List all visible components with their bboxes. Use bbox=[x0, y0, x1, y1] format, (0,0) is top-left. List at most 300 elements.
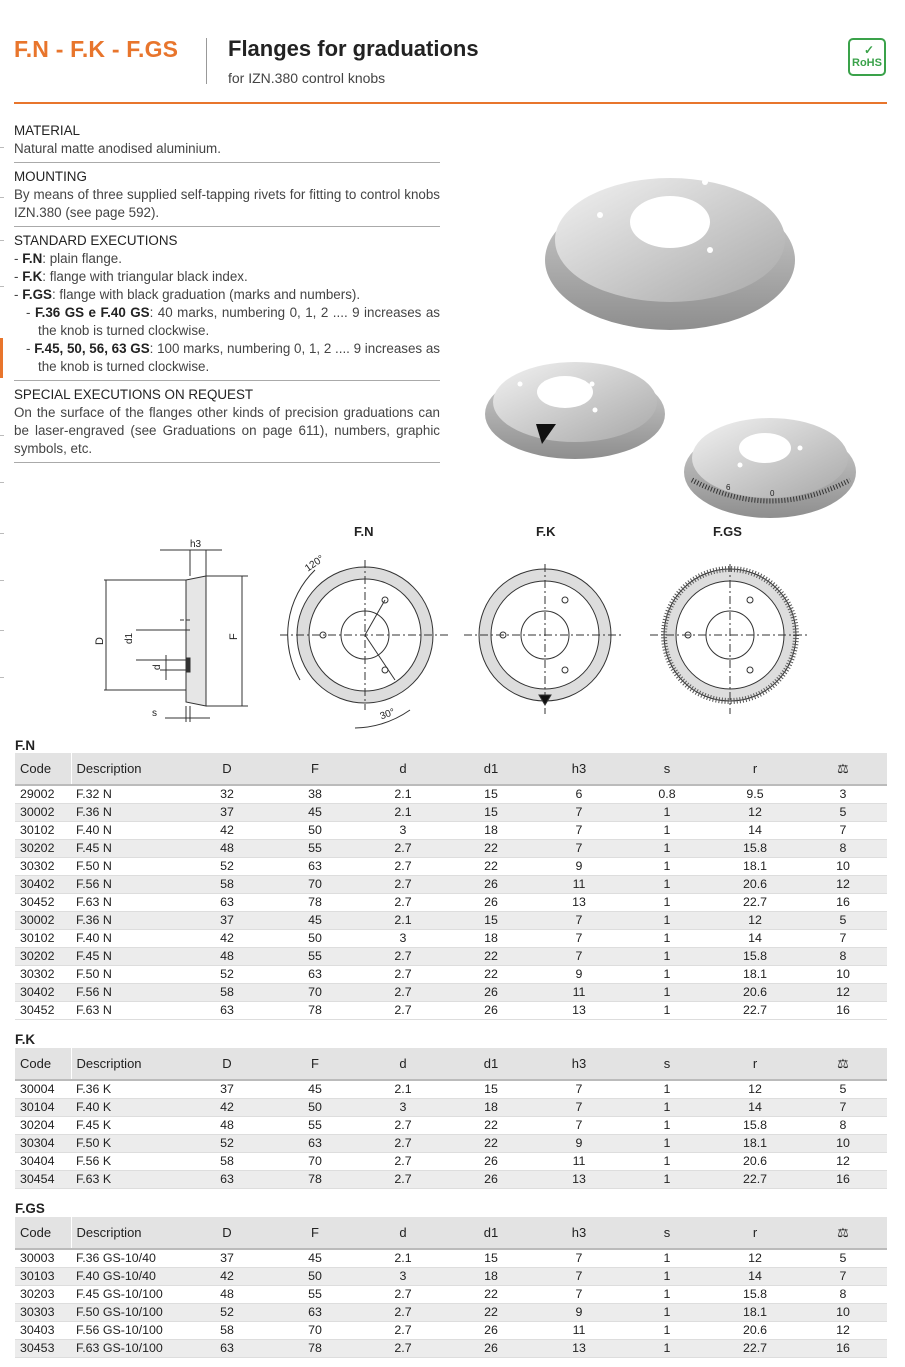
table-cell: F.32 N bbox=[71, 785, 183, 803]
table-cell: 22 bbox=[447, 965, 535, 983]
table-cell: 2.1 bbox=[359, 911, 447, 929]
table-cell: 30403 bbox=[15, 1321, 71, 1339]
check-icon: ✓ bbox=[864, 43, 875, 57]
table-cell: 22 bbox=[447, 857, 535, 875]
fgs-drawing bbox=[650, 564, 810, 714]
table-cell: F.50 N bbox=[71, 965, 183, 983]
table-cell: 10 bbox=[799, 965, 887, 983]
table-cell: 1 bbox=[623, 893, 711, 911]
table-cell: 22 bbox=[447, 839, 535, 857]
table-cell: 8 bbox=[799, 839, 887, 857]
table-cell: 78 bbox=[271, 1001, 359, 1019]
table-cell: 30203 bbox=[15, 1285, 71, 1303]
table-cell: 12 bbox=[711, 803, 799, 821]
table-cell: F.40 N bbox=[71, 821, 183, 839]
table-cell: 15.8 bbox=[711, 947, 799, 965]
table-cell: 7 bbox=[535, 947, 623, 965]
page-subtitle: for IZN.380 control knobs bbox=[228, 70, 386, 86]
table-cell: 38 bbox=[271, 785, 359, 803]
standard-section bbox=[14, 232, 440, 381]
table-cell: 45 bbox=[271, 1080, 359, 1098]
table-cell: 30452 bbox=[15, 893, 71, 911]
table-cell: 15 bbox=[447, 1080, 535, 1098]
table-cell: 12 bbox=[799, 983, 887, 1001]
table-cell: 30002 bbox=[15, 911, 71, 929]
table-cell: 15 bbox=[447, 1249, 535, 1267]
table-row bbox=[15, 929, 887, 947]
table-cell: F.45 GS-10/100 bbox=[71, 1285, 183, 1303]
svg-text:F: F bbox=[228, 633, 240, 640]
special-section bbox=[14, 386, 440, 463]
fgs-sub-item-1: - F.36 GS e F.40 GS: 40 marks, numbering 0, 1, 2 .... 9 increases as the knob is turned clockwise. bbox=[26, 305, 440, 338]
table-cell: 2.7 bbox=[359, 857, 447, 875]
table-cell: 7 bbox=[535, 821, 623, 839]
table-cell: 2.7 bbox=[359, 1321, 447, 1339]
drawings-svg bbox=[0, 520, 905, 735]
table-cell: 52 bbox=[183, 1134, 271, 1152]
table-cell: F.45 N bbox=[71, 947, 183, 965]
table-cell: 52 bbox=[183, 1303, 271, 1321]
table-cell: 22 bbox=[447, 1285, 535, 1303]
table-cell: 1 bbox=[623, 1321, 711, 1339]
table-cell: F.40 N bbox=[71, 929, 183, 947]
table-cell: 26 bbox=[447, 893, 535, 911]
table-cell: 26 bbox=[447, 1001, 535, 1019]
table-cell: 42 bbox=[183, 821, 271, 839]
table-cell: 2.1 bbox=[359, 1249, 447, 1267]
table-cell: 1 bbox=[623, 875, 711, 893]
technical-drawings bbox=[0, 520, 905, 735]
table-cell: 10 bbox=[799, 1134, 887, 1152]
table-cell: 11 bbox=[535, 1321, 623, 1339]
table-cell: 37 bbox=[183, 1249, 271, 1267]
table-cell: 20.6 bbox=[711, 1152, 799, 1170]
table-row bbox=[15, 1080, 887, 1098]
fgs-table bbox=[15, 1217, 887, 1358]
fn-table bbox=[15, 753, 887, 1020]
table-cell: 1 bbox=[623, 1249, 711, 1267]
table-cell: 42 bbox=[183, 1098, 271, 1116]
table-cell: 7 bbox=[799, 821, 887, 839]
table-cell: 55 bbox=[271, 839, 359, 857]
table-cell: F.63 N bbox=[71, 1001, 183, 1019]
table-cell: 12 bbox=[711, 1249, 799, 1267]
table-cell: 30404 bbox=[15, 1152, 71, 1170]
table-cell: F.45 N bbox=[71, 839, 183, 857]
table-cell: 11 bbox=[535, 875, 623, 893]
table-cell: 2.7 bbox=[359, 983, 447, 1001]
table-cell: 70 bbox=[271, 875, 359, 893]
table-header: Code Description D F d d1 h3 s r ⚖ bbox=[15, 753, 887, 785]
standard-heading: STANDARD EXECUTIONS bbox=[14, 233, 178, 248]
table-cell: 2.1 bbox=[359, 803, 447, 821]
table-cell: 8 bbox=[799, 1116, 887, 1134]
table-cell: 30002 bbox=[15, 803, 71, 821]
table-cell: 1 bbox=[623, 1152, 711, 1170]
table-cell: 1 bbox=[623, 821, 711, 839]
table-cell: 7 bbox=[535, 1267, 623, 1285]
table-cell: 30102 bbox=[15, 929, 71, 947]
table-cell: 1 bbox=[623, 947, 711, 965]
table-cell: 5 bbox=[799, 803, 887, 821]
table-cell: 13 bbox=[535, 1001, 623, 1019]
table-cell: 30202 bbox=[15, 839, 71, 857]
table-cell: 1 bbox=[623, 1303, 711, 1321]
table-row bbox=[15, 1339, 887, 1357]
table-cell: 9 bbox=[535, 1134, 623, 1152]
fgs-sub-item-2: - F.45, 50, 56, 63 GS: 100 marks, numbering 0, 1, 2 .... 9 increases as the knob is turned clockwise. bbox=[26, 341, 440, 374]
table-cell: 2.7 bbox=[359, 1134, 447, 1152]
table-cell: 26 bbox=[447, 1339, 535, 1357]
flange-fk-photo bbox=[480, 352, 670, 462]
table-cell: 2.7 bbox=[359, 1303, 447, 1321]
table-cell: 2.1 bbox=[359, 785, 447, 803]
table-cell: F.63 K bbox=[71, 1170, 183, 1188]
table-cell: 12 bbox=[711, 911, 799, 929]
table-cell: 22.7 bbox=[711, 1339, 799, 1357]
table-cell: 11 bbox=[535, 983, 623, 1001]
table-cell: 26 bbox=[447, 1152, 535, 1170]
table-cell: 14 bbox=[711, 929, 799, 947]
table-cell: 58 bbox=[183, 875, 271, 893]
table-cell: 18.1 bbox=[711, 857, 799, 875]
table-cell: 2.7 bbox=[359, 965, 447, 983]
table-cell: 63 bbox=[271, 1134, 359, 1152]
table-cell: 58 bbox=[183, 1152, 271, 1170]
table-cell: 50 bbox=[271, 821, 359, 839]
table-cell: 30204 bbox=[15, 1116, 71, 1134]
table-cell: 20.6 bbox=[711, 1321, 799, 1339]
table-cell: 9 bbox=[535, 857, 623, 875]
table-cell: 30304 bbox=[15, 1134, 71, 1152]
table-cell: 12 bbox=[799, 1321, 887, 1339]
table-row bbox=[15, 803, 887, 821]
table-cell: 70 bbox=[271, 1152, 359, 1170]
table-cell: 48 bbox=[183, 839, 271, 857]
table-cell: 50 bbox=[271, 1098, 359, 1116]
table-cell: 7 bbox=[535, 911, 623, 929]
svg-text:s: s bbox=[152, 708, 157, 719]
table-cell: 7 bbox=[535, 1080, 623, 1098]
table-cell: 30003 bbox=[15, 1249, 71, 1267]
table-cell: F.45 K bbox=[71, 1116, 183, 1134]
table-cell: 2.7 bbox=[359, 875, 447, 893]
table-cell: 8 bbox=[799, 947, 887, 965]
table-cell: 78 bbox=[271, 1339, 359, 1357]
table-cell: 3 bbox=[359, 1098, 447, 1116]
table-cell: 10 bbox=[799, 857, 887, 875]
table-cell: F.63 N bbox=[71, 893, 183, 911]
table-cell: 30202 bbox=[15, 947, 71, 965]
table-cell: 78 bbox=[271, 893, 359, 911]
table-cell: 9 bbox=[535, 1303, 623, 1321]
table-cell: 63 bbox=[271, 1303, 359, 1321]
table-row bbox=[15, 1098, 887, 1116]
table-cell: 18.1 bbox=[711, 1303, 799, 1321]
table-cell: 30453 bbox=[15, 1339, 71, 1357]
table-cell: 5 bbox=[799, 1080, 887, 1098]
table-cell: 11 bbox=[535, 1152, 623, 1170]
table-cell: 63 bbox=[271, 857, 359, 875]
table-cell: 15.8 bbox=[711, 1285, 799, 1303]
table-cell: 2.7 bbox=[359, 1116, 447, 1134]
table-cell: 26 bbox=[447, 1170, 535, 1188]
table-cell: 78 bbox=[271, 1170, 359, 1188]
table-cell: 30454 bbox=[15, 1170, 71, 1188]
table-cell: 2.7 bbox=[359, 839, 447, 857]
table-cell: 7 bbox=[799, 1267, 887, 1285]
material-text: Natural matte anodised aluminium. bbox=[14, 141, 221, 156]
table-cell: F.36 GS-10/40 bbox=[71, 1249, 183, 1267]
table-cell: 2.7 bbox=[359, 1339, 447, 1357]
table-cell: 45 bbox=[271, 803, 359, 821]
table-cell: 7 bbox=[535, 1098, 623, 1116]
fn-drawing bbox=[280, 560, 450, 728]
table-cell: 12 bbox=[799, 875, 887, 893]
page-header bbox=[14, 34, 887, 104]
table-cell: 15 bbox=[447, 911, 535, 929]
material-heading: MATERIAL bbox=[14, 123, 80, 138]
fk-drawing bbox=[464, 564, 624, 714]
table-row bbox=[15, 965, 887, 983]
table-row bbox=[15, 911, 887, 929]
table-cell: 1 bbox=[623, 911, 711, 929]
rohs-badge: ✓ RoHS bbox=[848, 38, 886, 76]
table-row bbox=[15, 1152, 887, 1170]
table-cell: 16 bbox=[799, 1170, 887, 1188]
table-cell: 13 bbox=[535, 893, 623, 911]
mounting-text: By means of three supplied self-tapping rivets for fitting to control knobs IZN.380 (see page 592). bbox=[14, 187, 440, 220]
table-cell: 3 bbox=[359, 821, 447, 839]
table-cell: 29002 bbox=[15, 785, 71, 803]
table-cell: 55 bbox=[271, 947, 359, 965]
table-cell: 14 bbox=[711, 1098, 799, 1116]
fk-table-title: F.K bbox=[15, 1032, 36, 1047]
svg-text:h3: h3 bbox=[190, 539, 202, 550]
table-cell: 2.1 bbox=[359, 1080, 447, 1098]
svg-text:F.GS: F.GS bbox=[713, 524, 742, 539]
table-row bbox=[15, 893, 887, 911]
table-cell: F.36 N bbox=[71, 911, 183, 929]
table-cell: 18 bbox=[447, 929, 535, 947]
table-cell: 30402 bbox=[15, 983, 71, 1001]
table-cell: F.63 GS-10/100 bbox=[71, 1339, 183, 1357]
table-cell: 1 bbox=[623, 1170, 711, 1188]
table-cell: 1 bbox=[623, 1080, 711, 1098]
table-cell: 15.8 bbox=[711, 839, 799, 857]
table-cell: 22 bbox=[447, 1303, 535, 1321]
svg-text:120°: 120° bbox=[303, 553, 327, 575]
table-cell: 1 bbox=[623, 839, 711, 857]
weight-icon: ⚖ bbox=[799, 1217, 887, 1249]
table-row bbox=[15, 839, 887, 857]
header-separator bbox=[206, 38, 207, 84]
table-cell: 18 bbox=[447, 821, 535, 839]
table-row bbox=[15, 1267, 887, 1285]
special-heading: SPECIAL EXECUTIONS ON REQUEST bbox=[14, 387, 254, 402]
table-cell: F.56 K bbox=[71, 1152, 183, 1170]
table-cell: 1 bbox=[623, 1134, 711, 1152]
table-cell: F.50 N bbox=[71, 857, 183, 875]
table-cell: 7 bbox=[535, 803, 623, 821]
table-cell: 37 bbox=[183, 1080, 271, 1098]
table-cell: 37 bbox=[183, 911, 271, 929]
table-cell: F.50 GS-10/100 bbox=[71, 1303, 183, 1321]
table-cell: 63 bbox=[183, 1170, 271, 1188]
table-cell: 45 bbox=[271, 911, 359, 929]
table-cell: 18 bbox=[447, 1098, 535, 1116]
table-cell: 18.1 bbox=[711, 1134, 799, 1152]
table-cell: 16 bbox=[799, 1001, 887, 1019]
table-cell: 70 bbox=[271, 983, 359, 1001]
table-cell: 5 bbox=[799, 1249, 887, 1267]
table-cell: 7 bbox=[535, 929, 623, 947]
table-row bbox=[15, 1285, 887, 1303]
mounting-heading: MOUNTING bbox=[14, 169, 87, 184]
table-cell: 7 bbox=[535, 839, 623, 857]
table-cell: 26 bbox=[447, 1321, 535, 1339]
svg-text:d1: d1 bbox=[124, 632, 135, 644]
table-cell: 22.7 bbox=[711, 1170, 799, 1188]
table-cell: 63 bbox=[183, 1001, 271, 1019]
table-row bbox=[15, 875, 887, 893]
page-title: Flanges for graduations bbox=[228, 36, 479, 61]
table-cell: 50 bbox=[271, 1267, 359, 1285]
table-row bbox=[15, 1249, 887, 1267]
table-cell: 2.7 bbox=[359, 1152, 447, 1170]
table-cell: 32 bbox=[183, 785, 271, 803]
table-cell: 22 bbox=[447, 947, 535, 965]
table-cell: 58 bbox=[183, 1321, 271, 1339]
fn-table-title: F.N bbox=[15, 738, 36, 753]
special-text: On the surface of the flanges other kinds of precision graduations can be laser-engraved (see Graduations on page 611), numbers, graphic symbols, etc. bbox=[14, 405, 440, 456]
table-cell: 42 bbox=[183, 1267, 271, 1285]
table-cell: 55 bbox=[271, 1285, 359, 1303]
table-cell: 63 bbox=[183, 893, 271, 911]
table-cell: 63 bbox=[271, 965, 359, 983]
table-row bbox=[15, 983, 887, 1001]
table-row bbox=[15, 1321, 887, 1339]
table-cell: 16 bbox=[799, 893, 887, 911]
svg-text:D: D bbox=[94, 637, 106, 645]
table-cell: 48 bbox=[183, 1116, 271, 1134]
fk-table bbox=[15, 1048, 887, 1189]
table-cell: 2.7 bbox=[359, 893, 447, 911]
table-cell: F.40 K bbox=[71, 1098, 183, 1116]
table-cell: 7 bbox=[535, 1116, 623, 1134]
table-cell: 20.6 bbox=[711, 983, 799, 1001]
table-cell: 30102 bbox=[15, 821, 71, 839]
table-cell: F.56 N bbox=[71, 983, 183, 1001]
table-cell: 26 bbox=[447, 983, 535, 1001]
table-cell: 7 bbox=[799, 1098, 887, 1116]
table-cell: 30302 bbox=[15, 857, 71, 875]
table-row bbox=[15, 1001, 887, 1019]
table-row bbox=[15, 1116, 887, 1134]
table-cell: 2.7 bbox=[359, 947, 447, 965]
table-cell: 52 bbox=[183, 965, 271, 983]
material-section bbox=[14, 122, 440, 163]
table-cell: 2.7 bbox=[359, 1285, 447, 1303]
table-cell: 30103 bbox=[15, 1267, 71, 1285]
table-cell: 7 bbox=[799, 929, 887, 947]
table-cell: 12 bbox=[711, 1080, 799, 1098]
table-row bbox=[15, 857, 887, 875]
table-cell: 0.8 bbox=[623, 785, 711, 803]
svg-text:F.N: F.N bbox=[354, 524, 374, 539]
table-cell: 1 bbox=[623, 983, 711, 1001]
flange-fgs-photo bbox=[680, 410, 860, 520]
table-cell: 1 bbox=[623, 1285, 711, 1303]
table-cell: 8 bbox=[799, 1285, 887, 1303]
weight-icon: ⚖ bbox=[799, 1048, 887, 1080]
table-cell: F.50 K bbox=[71, 1134, 183, 1152]
table-cell: F.56 N bbox=[71, 875, 183, 893]
fgs-table-title: F.GS bbox=[15, 1201, 45, 1216]
table-row bbox=[15, 785, 887, 803]
table-cell: 3 bbox=[799, 785, 887, 803]
table-cell: 15 bbox=[447, 785, 535, 803]
table-cell: 22 bbox=[447, 1116, 535, 1134]
table-cell: 18.1 bbox=[711, 965, 799, 983]
table-cell: F.56 GS-10/100 bbox=[71, 1321, 183, 1339]
table-cell: 1 bbox=[623, 965, 711, 983]
table-cell: 70 bbox=[271, 1321, 359, 1339]
svg-text:30°: 30° bbox=[378, 706, 397, 723]
table-cell: 37 bbox=[183, 803, 271, 821]
fgs-item: - F.GS: flange with black graduation (marks and numbers). bbox=[14, 287, 361, 302]
table-row bbox=[15, 947, 887, 965]
flange-fn-photo bbox=[540, 160, 800, 340]
table-cell: 9 bbox=[535, 965, 623, 983]
table-cell: 42 bbox=[183, 929, 271, 947]
table-cell: 26 bbox=[447, 875, 535, 893]
table-cell: 1 bbox=[623, 1098, 711, 1116]
table-cell: 30402 bbox=[15, 875, 71, 893]
table-cell: 7 bbox=[535, 1285, 623, 1303]
table-cell: 14 bbox=[711, 1267, 799, 1285]
fk-item: - F.K: flange with triangular black index. bbox=[14, 269, 248, 284]
table-cell: 30303 bbox=[15, 1303, 71, 1321]
table-cell: 1 bbox=[623, 1339, 711, 1357]
table-cell: 63 bbox=[183, 1339, 271, 1357]
table-cell: 22.7 bbox=[711, 893, 799, 911]
table-cell: 12 bbox=[799, 1152, 887, 1170]
table-cell: 52 bbox=[183, 857, 271, 875]
table-row bbox=[15, 1303, 887, 1321]
table-cell: 9.5 bbox=[711, 785, 799, 803]
table-cell: 55 bbox=[271, 1116, 359, 1134]
table-cell: F.36 N bbox=[71, 803, 183, 821]
table-cell: 10 bbox=[799, 1303, 887, 1321]
table-cell: 50 bbox=[271, 929, 359, 947]
table-cell: 15 bbox=[447, 803, 535, 821]
table-cell: 6 bbox=[535, 785, 623, 803]
table-cell: 14 bbox=[711, 821, 799, 839]
table-cell: 30004 bbox=[15, 1080, 71, 1098]
table-cell: 58 bbox=[183, 983, 271, 1001]
table-cell: 48 bbox=[183, 1285, 271, 1303]
table-cell: 13 bbox=[535, 1339, 623, 1357]
table-cell: 1 bbox=[623, 929, 711, 947]
table-cell: 18 bbox=[447, 1267, 535, 1285]
svg-text:F.K: F.K bbox=[536, 524, 556, 539]
fn-item: - F.N: plain flange. bbox=[14, 251, 122, 266]
table-cell: 1 bbox=[623, 1116, 711, 1134]
table-cell: 5 bbox=[799, 911, 887, 929]
svg-text:d: d bbox=[152, 664, 163, 670]
table-cell: 1 bbox=[623, 803, 711, 821]
